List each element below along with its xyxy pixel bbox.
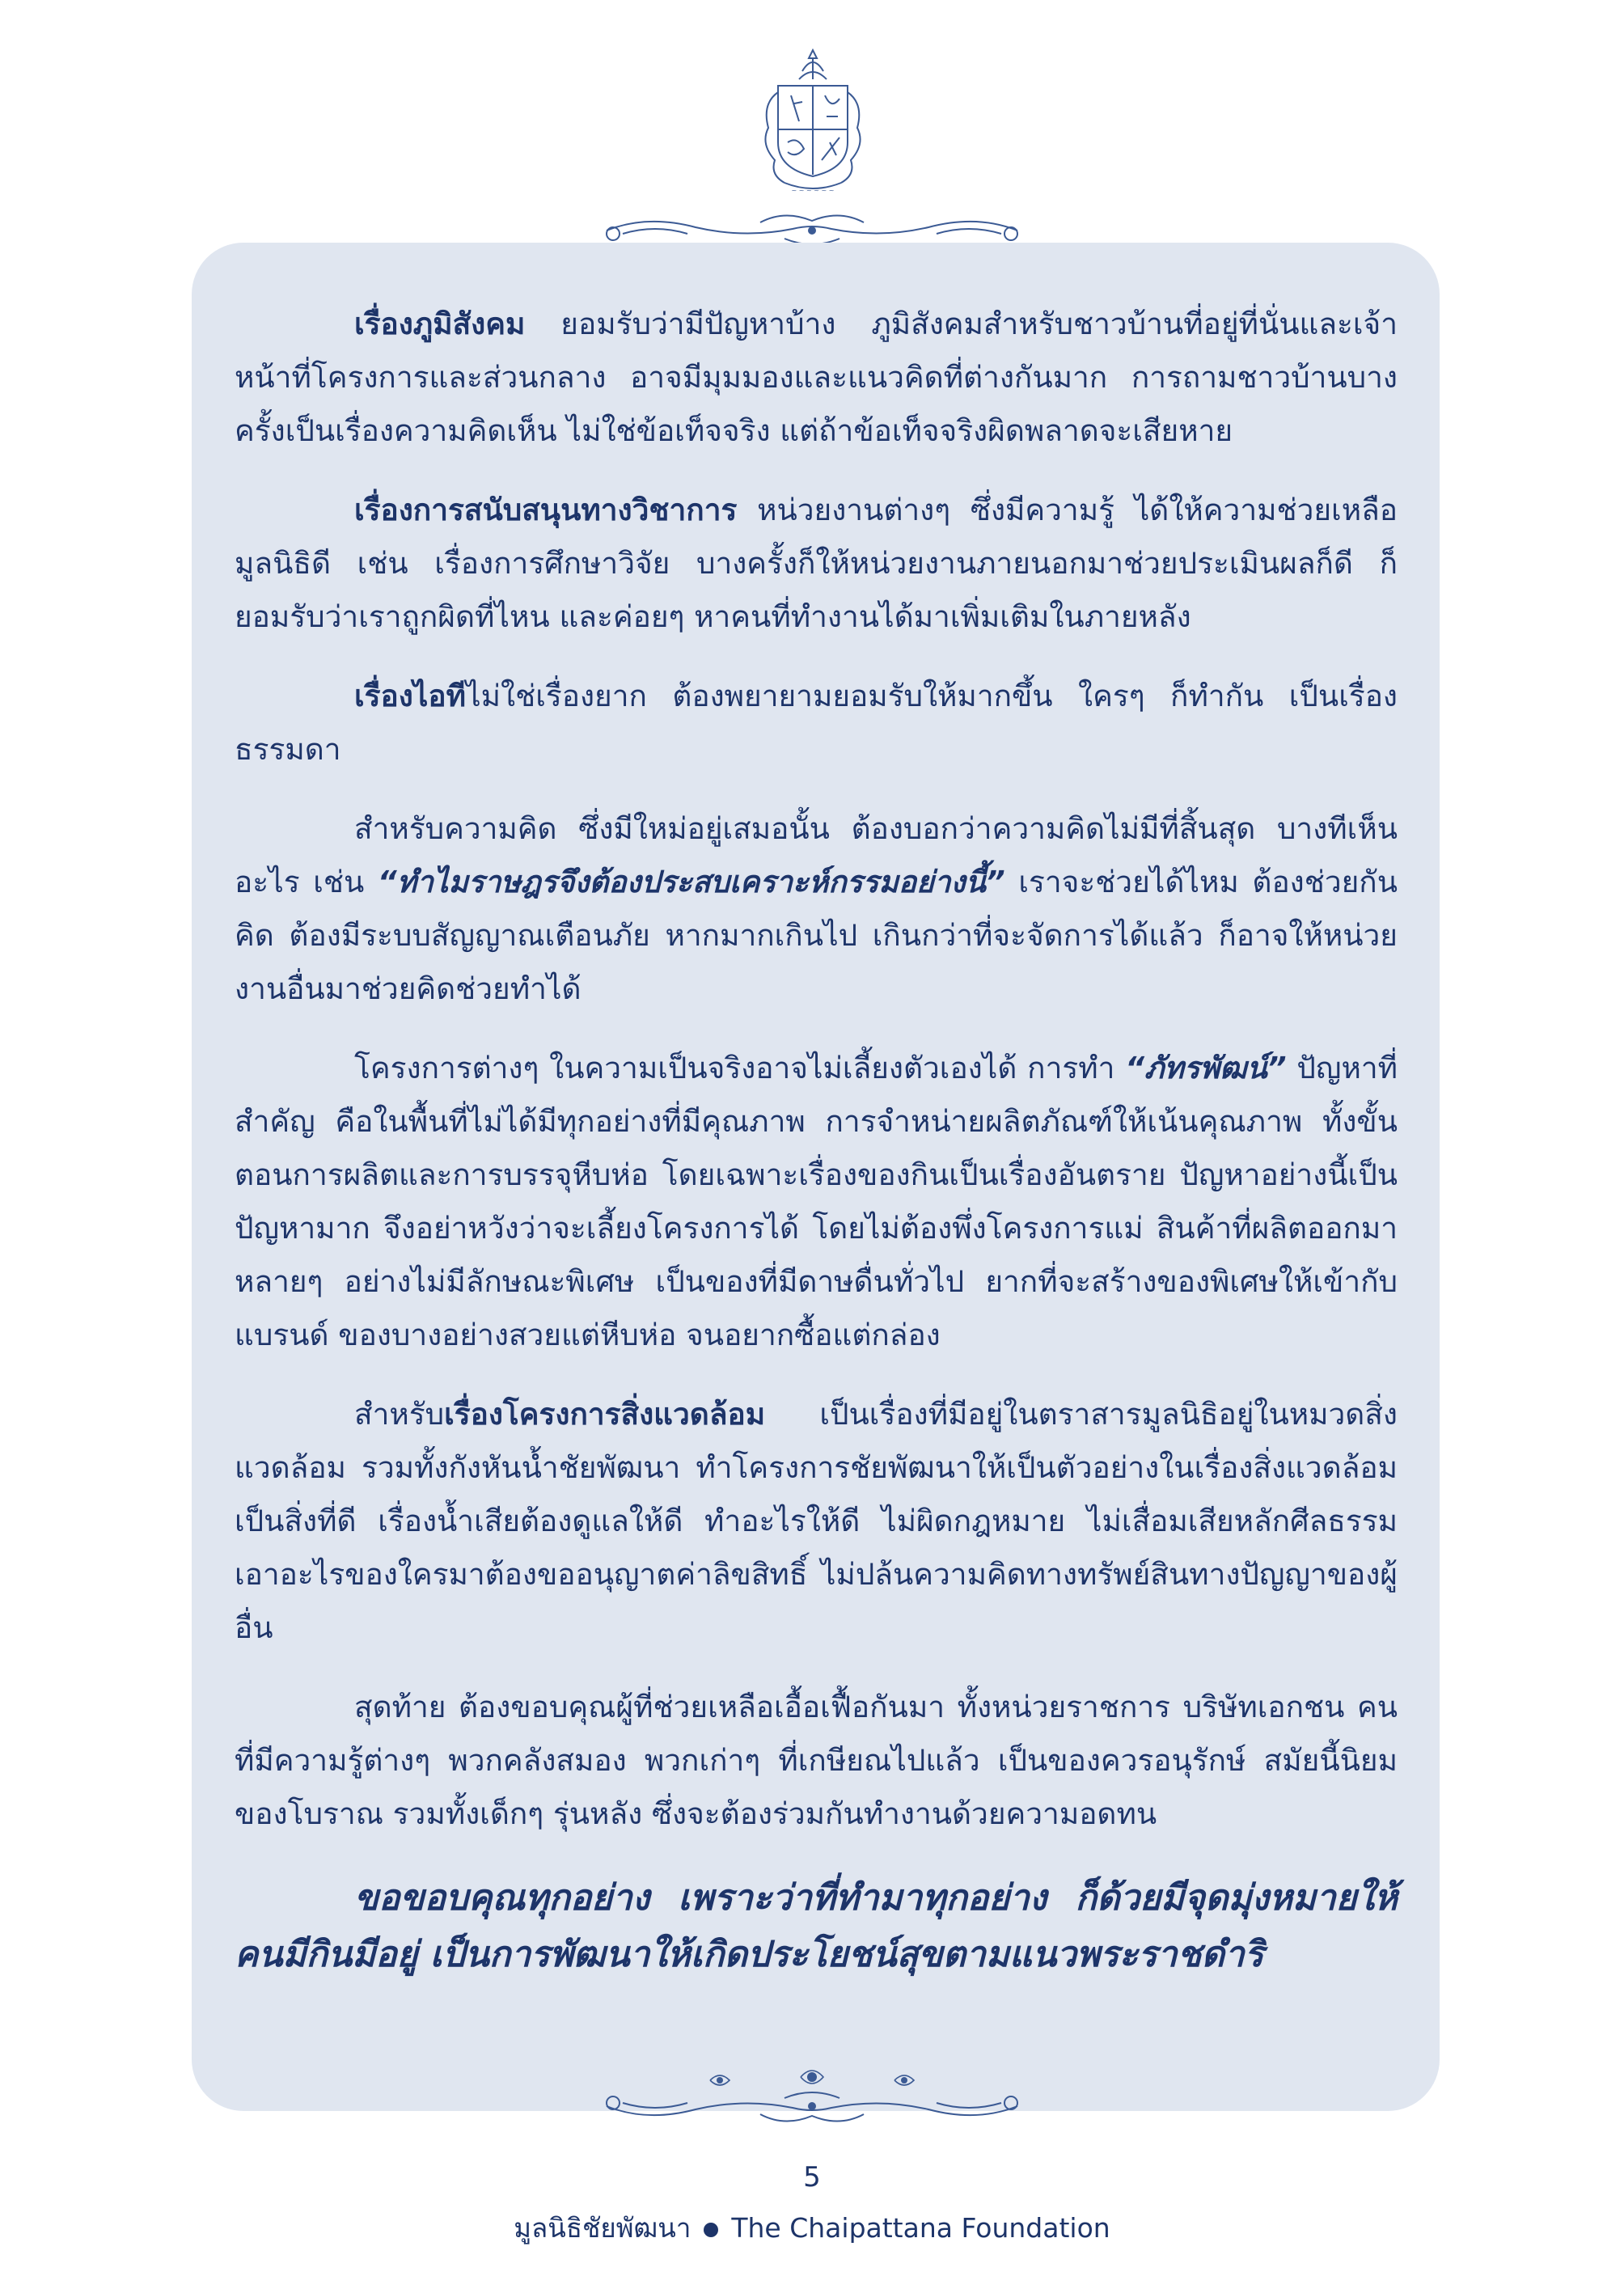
paragraph-quote: “ทำไมราษฎรจึงต้องประสบเคราะห์กรรมอย่างนี้” — [377, 865, 1005, 899]
paragraph-text: เราจะช่วยได้ไหม ต้องช่วยกันคิด ต้องมีระบบสัญญาณเตือนภัย หากมากเกินไป เกินกว่าที่จะจัดการได้แล้ว ก็อาจให้หน่วยงานอื่นมาช่วยคิดช่วยทำได้ — [235, 865, 1398, 1006]
paragraph-text: หน่วยงานต่างๆ ซึ่งมีความรู้ ได้ให้ความช่วยเหลือมูลนิธิดี เช่น เรื่องการศึกษาวิจัย บางครั้งก็ให้หน่วยงานภายนอกมาช่วยประเมินผลก็ดี ก็ยอมรับว่าเราถูกผิดที่ไหน และค่อยๆ หาคนที่ทำงานได้มาเพิ่มเติมในภายหลัง — [235, 493, 1398, 634]
paragraph-quote: “ภัทรพัฒน์” — [1125, 1051, 1287, 1085]
paragraph-text: ไม่ใช่เรื่องยาก ต้องพยายามยอมรับให้มากขึ้น ใครๆ ก็ทำกัน เป็นเรื่องธรรมดา — [235, 679, 1398, 767]
paragraph-it — [235, 670, 1398, 776]
page-number: 5 — [803, 2161, 821, 2194]
paragraph-text: สำหรับ — [354, 1397, 445, 1432]
footer-english-name: The Chaipattana Foundation — [731, 2212, 1110, 2244]
footer-thai-name: มูลนิธิชัยพัฒนา — [514, 2212, 691, 2244]
paragraph-environment — [235, 1388, 1398, 1655]
svg-text:~ ~ ~ ~ ~ ~: ~ ~ ~ ~ ~ ~ — [791, 187, 835, 194]
paragraph-thanks — [235, 1681, 1398, 1841]
foundation-crest-icon — [752, 47, 873, 197]
paragraph-text: โครงการต่างๆ ในความเป็นจริงอาจไม่เลี้ยงตัวเองได้ การทำ — [354, 1051, 1126, 1085]
paragraph-ideas — [235, 802, 1398, 1016]
paragraph-heading: เรื่องภูมิสังคม — [354, 307, 526, 341]
paragraph-text: สุดท้าย ต้องขอบคุณผู้ที่ช่วยเหลือเอื้อเฟื้อกันมา ทั้งหน่วยราชการ บริษัทเอกชน คนที่มีความรู้ต่างๆ พวกคลังสมอง พวกเก่าๆ ที่เกษียณไปแล้ว เป็นของควรอนุรักษ์ สมัยนี้นิยมของโบราณ รวมทั้งเด็กๆ รุ่นหลัง ซึ่งจะต้องร่วมกันทำงานด้วยความอดทน — [235, 1690, 1398, 1831]
paragraph-social-geography — [235, 298, 1398, 458]
paragraph-projects — [235, 1042, 1398, 1362]
bullet-separator-icon — [704, 2223, 718, 2237]
paragraph-academic-support — [235, 484, 1398, 644]
paragraph-text: เป็นเรื่องที่มีอยู่ในตราสารมูลนิธิอยู่ในหมวดสิ่งแวดล้อม รวมทั้งกังหันน้ำชัยพัฒนา ทำโครงการชัยพัฒนาให้เป็นตัวอย่างในเรื่องสิ่งแวดล้อม เป็นสิ่งที่ดี เรื่องน้ำเสียต้องดูแลให้ดี ทำอะไรให้ดี ไม่ผิดกฎหมาย ไม่เสื่อมเสียหลักศีลธรรม เอาอะไรของใครมาต้องขออนุญาตค่าลิขสิทธิ์ ไม่ปล้นความคิดทางทรัพย์สินทางปัญญาของผู้อื่น — [235, 1397, 1398, 1645]
closing-statement: ขอขอบคุณทุกอย่าง เพราะว่าที่ทำมาทุกอย่าง ก็ด้วยมีจุดมุ่งหมายให้คนมีกินมีอยู่ เป็นการพัฒนาให้เกิดประโยชน์สุขตามแนวพระราชดำริ — [235, 1877, 1398, 1975]
floral-scroll-icon — [598, 2061, 1026, 2134]
paragraph-heading: เรื่องโครงการสิ่งแวดล้อม — [444, 1397, 766, 1432]
paragraph-text: สำหรับความคิด ซึ่งมีใหม่อยู่เสมอนั้น ต้องบอกว่าความคิดไม่มีที่สิ้นสุด บางทีเห็นอะไร เช่น — [235, 811, 1398, 899]
paragraph-heading: เรื่องไอที — [354, 679, 467, 713]
paragraph-heading: เรื่องการสนับสนุนทางวิชาการ — [354, 493, 738, 527]
footer — [0, 2206, 1624, 2249]
paragraph-text: ยอมรับว่ามีปัญหาบ้าง ภูมิสังคมสำหรับชาวบ้านที่อยู่ที่นั่นและเจ้าหน้าที่โครงการและส่วนกลาง อาจมีมุมมองและแนวคิดที่ต่างกันมาก การถามชาวบ้านบางครั้งเป็นเรื่องความคิดเห็น ไม่ใช่ข้อเท็จจริง แต่ถ้าข้อเท็จจริงผิดพลาดจะเสียหาย — [235, 307, 1398, 448]
paragraph-text: ปัญหาที่สำคัญ คือในพื้นที่ไม่ได้มีทุกอย่างที่มีคุณภาพ การจำหน่ายผลิตภัณฑ์ให้เน้นคุณภาพ ทั้งขั้นตอนการผลิตและการบรรจุหีบห่อ โดยเฉพาะเรื่องของกินเป็นเรื่องอันตราย ปัญหาอย่างนี้เป็นปัญหามาก จึงอย่าหวังว่าจะเลี้ยงโครงการได้ โดยไม่ต้องพึ่งโครงการแม่ สินค้าที่ผลิตออกมาหลายๆ อย่างไม่มีลักษณะพิเศษ เป็นของที่มีดาษดื่นทั่วไป ยากที่จะสร้างของพิเศษให้เข้ากับแบรนด์ ของบางอย่างสวยแต่หีบห่อ จนอยากซื้อแต่กล่อง — [235, 1051, 1398, 1352]
article-body — [235, 298, 1398, 1983]
